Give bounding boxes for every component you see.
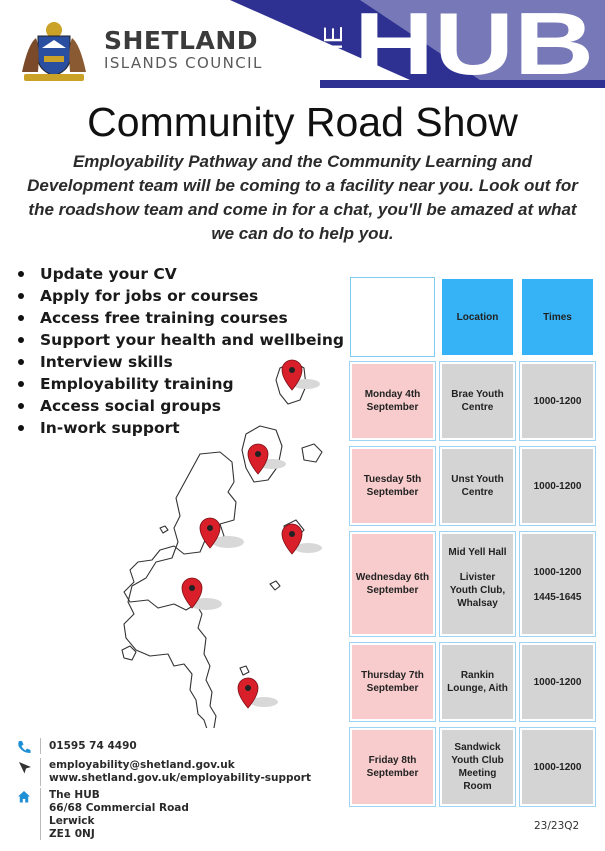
list-item-label: Interview skills (40, 353, 173, 371)
table-row-location: Sandwick Youth Club Meeting Room (440, 728, 515, 806)
address-line: 66/68 Commercial Road (49, 802, 189, 814)
list-item (18, 307, 344, 329)
table-corner-cell (350, 277, 435, 357)
address-line: Lerwick (49, 815, 95, 827)
table-row-location: Brae Youth Centre (440, 362, 515, 440)
reference-code: 23/23Q2 (534, 820, 580, 832)
shetland-map (120, 358, 340, 728)
contact-phone[interactable]: 01595 74 4490 (49, 740, 137, 752)
location-line-1: Mid Yell Hall (448, 547, 507, 558)
address-line: The HUB (49, 789, 100, 801)
table-row-day: Monday 4th September (350, 362, 435, 440)
phone-icon (17, 740, 31, 754)
table-row-location: Unst Youth Centre (440, 447, 515, 525)
list-item-label: Access free training courses (40, 309, 288, 327)
bullet-icon (18, 315, 24, 321)
bullet-icon (18, 271, 24, 277)
banner-hub-text: HUB (354, 0, 594, 90)
table-row-times: 1000-1200 (520, 362, 595, 440)
table-row-day: Tuesday 5th September (350, 447, 435, 525)
location-header: Location (440, 277, 515, 357)
bullet-icon (18, 381, 24, 387)
council-name-line1: SHETLAND (104, 26, 259, 55)
council-crest-logo (16, 10, 92, 84)
table-row-day: Wednesday 6th September (350, 532, 435, 636)
cursor-icon (18, 761, 32, 775)
list-item (18, 329, 344, 351)
table-row-location: Rankin Lounge, Aith (440, 643, 515, 721)
table-row-times: 1000-1200 (520, 728, 595, 806)
bullet-icon (18, 293, 24, 299)
list-item-label: Support your health and wellbeing (40, 331, 344, 349)
hub-banner-logo (230, 0, 605, 90)
contact-email[interactable]: employability@shetland.gov.uk (49, 759, 235, 771)
list-item (18, 285, 344, 307)
page-subtitle: Employability Pathway and the Community Learning and Development team will be coming to a facility near you. Look out for the roadshow team and come in for a chat, you'll be amazed at what we can do to help you. (27, 152, 578, 243)
list-item-label: Apply for jobs or courses (40, 287, 259, 305)
table-row-times: 1000-1200 (520, 447, 595, 525)
list-item (18, 263, 344, 285)
bullet-icon (18, 403, 24, 409)
banner-the-text: THE (318, 26, 348, 78)
location-line-2: Livister Youth Club, Whalsay (449, 572, 506, 609)
table-row-location (440, 532, 515, 636)
table-row-times (520, 532, 595, 636)
bullet-icon (18, 337, 24, 343)
table-row-day: Thursday 7th September (350, 643, 435, 721)
bullet-icon (18, 359, 24, 365)
list-item-label: In-work support (40, 419, 180, 437)
list-item-label: Employability training (40, 375, 234, 393)
times-header: Times (520, 277, 595, 357)
address-line: ZE1 0NJ (49, 828, 95, 840)
table-row-day: Friday 8th September (350, 728, 435, 806)
page-title: Community Road Show (87, 99, 518, 145)
council-name-line2: ISLANDS COUNCIL (104, 54, 263, 72)
contact-address (49, 789, 189, 841)
bullet-icon (18, 425, 24, 431)
time-line-2: 1445-1645 (533, 592, 582, 603)
list-item-label: Access social groups (40, 397, 222, 415)
list-item-label: Update your CV (40, 265, 177, 283)
time-line-1: 1000-1200 (533, 567, 582, 578)
contact-website[interactable]: www.shetland.gov.uk/employability-support (49, 772, 311, 784)
table-row-times: 1000-1200 (520, 643, 595, 721)
home-icon (17, 790, 31, 804)
